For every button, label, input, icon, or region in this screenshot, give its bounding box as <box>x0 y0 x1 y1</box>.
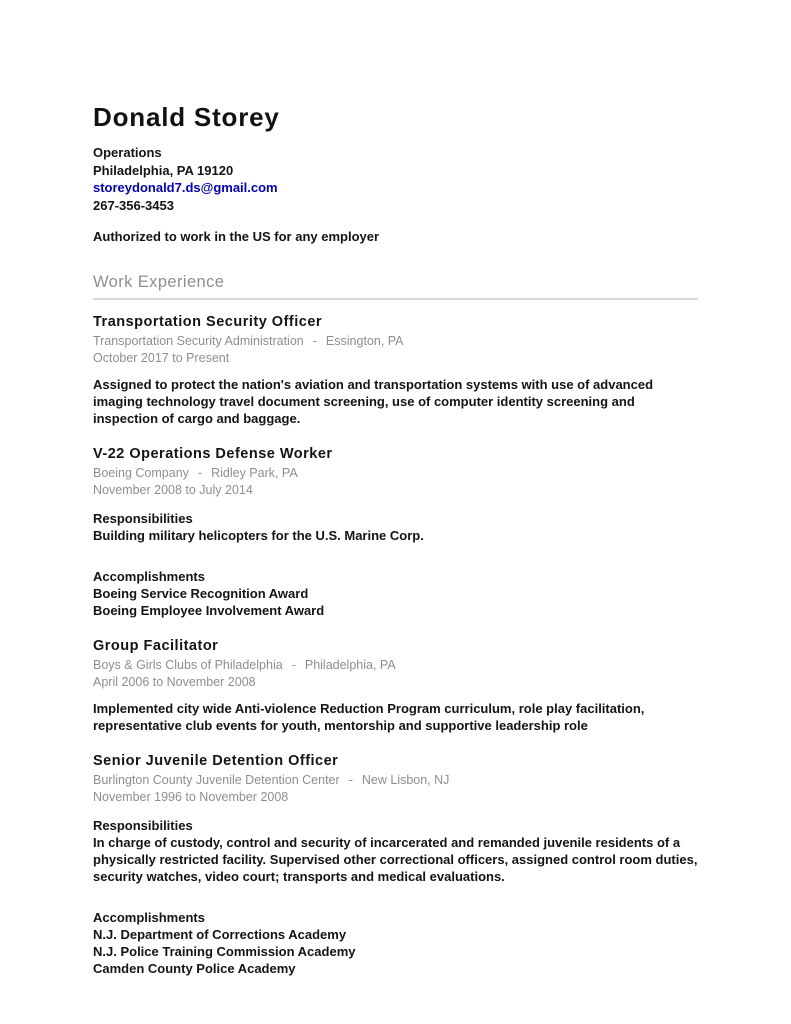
job-company-location <box>93 657 698 674</box>
email-link[interactable]: storeydonald7.ds@gmail.com <box>93 180 278 195</box>
accomplishment-line: N.J. Police Training Commission Academy <box>93 944 356 959</box>
job-title: Transportation Security Officer <box>93 314 323 330</box>
responsibilities-line: Building military helicopters for the U.S. Marine Corp. <box>93 528 424 543</box>
job-accomplishments <box>93 909 698 977</box>
job-responsibilities <box>93 510 698 544</box>
accomplishment-line: Boeing Service Recognition Award <box>93 586 309 601</box>
job-company: Boys & Girls Clubs of Philadelphia <box>93 658 283 672</box>
job-company-location <box>93 772 698 789</box>
job-company-location <box>93 465 698 482</box>
job-description: Implemented city wide Anti-violence Reduction Program curriculum, role play facilitation, representative club events for youth, mentorship and supportive leadership role <box>93 701 645 733</box>
job-location: Philadelphia, PA <box>304 658 396 672</box>
accomplishments-label: Accomplishments <box>93 910 205 925</box>
job-dates: November 1996 to November 2008 <box>93 789 289 804</box>
job-title: V-22 Operations Defense Worker <box>93 446 333 462</box>
accomplishment-line: Camden County Police Academy <box>93 961 296 976</box>
candidate-job-title: Operations <box>93 145 162 160</box>
accomplishments-label: Accomplishments <box>93 569 205 584</box>
job-entry-transportation-security-officer <box>93 314 698 427</box>
candidate-name: Donald Storey <box>93 102 280 132</box>
responsibilities-label: Responsibilities <box>93 818 193 833</box>
job-company: Transportation Security Administration <box>93 334 304 348</box>
job-dates: April 2006 to November 2008 <box>93 674 256 689</box>
responsibilities-line: In charge of custody, control and security of incarcerated and remanded juvenile residents of a physically restricted facility. Supervised other correctional officers, assigned control room duties, security watches, video court; transports and medical evaluations. <box>93 835 698 884</box>
job-company: Boeing Company <box>93 466 189 480</box>
work-experience-heading: Work Experience <box>93 273 225 291</box>
job-company: Burlington County Juvenile Detention Center <box>93 773 340 787</box>
section-divider <box>93 298 698 300</box>
work-authorization: Authorized to work in the US for any employer <box>93 229 380 244</box>
job-dates: October 2017 to Present <box>93 350 230 365</box>
responsibilities-label: Responsibilities <box>93 511 193 526</box>
job-location: New Lisbon, NJ <box>361 773 450 787</box>
job-separator: - <box>291 658 296 672</box>
accomplishment-line: Boeing Employee Involvement Award <box>93 603 325 618</box>
job-location: Ridley Park, PA <box>211 466 298 480</box>
job-description: Assigned to protect the nation's aviation and transportation systems with use of advanced imaging technology travel document screening, use of computer identity screening and inspection of cargo and baggage. <box>93 377 654 426</box>
job-entry-senior-juvenile-detention-officer <box>93 753 698 977</box>
job-dates: November 2008 to July 2014 <box>93 482 253 497</box>
job-entry-group-facilitator <box>93 638 698 734</box>
job-location: Essington, PA <box>325 334 404 348</box>
job-separator: - <box>197 466 203 480</box>
accomplishment-line: N.J. Department of Corrections Academy <box>93 927 347 942</box>
job-separator: - <box>348 773 353 787</box>
job-title: Senior Juvenile Detention Officer <box>93 753 339 769</box>
job-entry-v22-operations-defense-worker <box>93 446 698 619</box>
job-responsibilities <box>93 817 698 885</box>
job-accomplishments <box>93 568 698 619</box>
job-title: Group Facilitator <box>93 638 219 654</box>
job-company-location <box>93 333 698 350</box>
contact-block <box>93 144 698 214</box>
candidate-phone: 267-356-3453 <box>93 197 174 213</box>
candidate-location: Philadelphia, PA 19120 <box>93 162 234 178</box>
job-separator: - <box>312 334 317 348</box>
